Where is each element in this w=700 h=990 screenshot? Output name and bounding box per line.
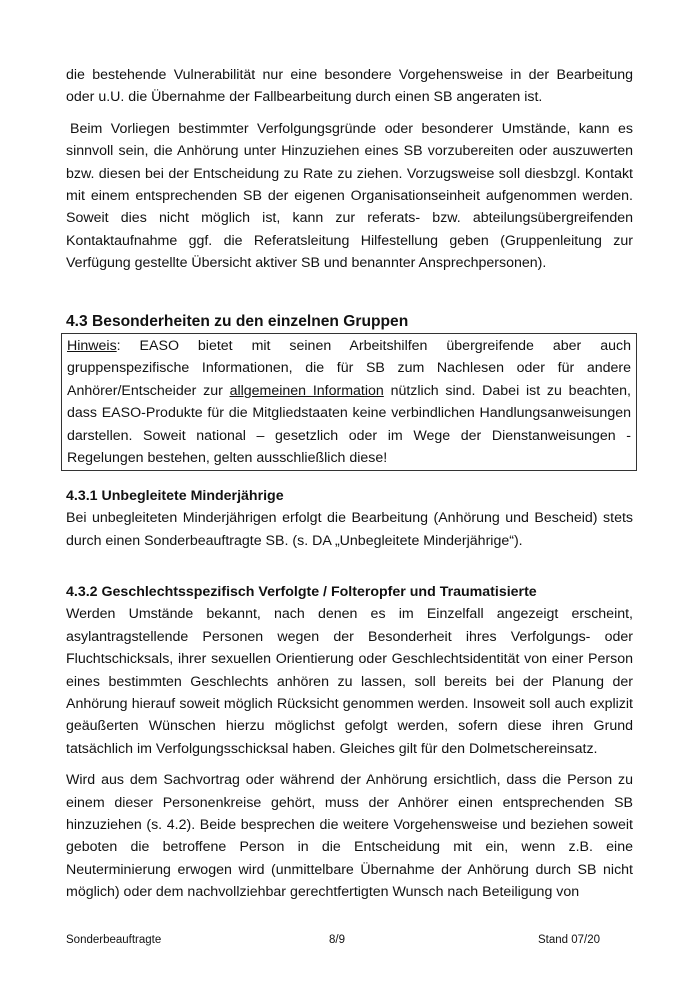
section-4-3-2-heading: 4.3.2 Geschlechtsspezifisch Verfolgte / Folteropfer und Traumatisierte — [66, 584, 537, 600]
hint-box — [61, 333, 637, 471]
hint-text-part1: : EASO bietet mit seinen Arbeitshilfen übergreifende aber auch gruppenspezifische Informationen, die für SB zum Nachlesen oder für andere Anhörer/Entscheider zur — [67, 338, 631, 399]
footer-right: Stand 07/20 — [538, 934, 601, 946]
intro-paragraph-2: Beim Vorliegen bestimmter Verfolgungsgründe oder besonderer Umstände, kann es sinnvoll sein, die Anhörung unter Hinzuziehen eines SB vorzubereiten oder auszuwerten bzw. diesen bei der Entscheidung zu Rate zu ziehen. Vorzugsweise soll diesbzgl. Kontakt mit einem entsprechenden SB der eigenen Organisationseinheit aufgenommen werden. Soweit dies nicht möglich ist, kann zur referats- bzw. abteilungsübergreifenden Kontaktaufnahme ggf. die Referatsleitung Hilfestellung geben (Gruppenleitung zur Verfügung gestellte Übersicht aktiver SB und benannter Ansprechpersonen). — [66, 120, 633, 272]
hint-underlined-term: allgemeinen Information — [229, 382, 384, 399]
section-4-3-1 — [66, 485, 633, 561]
section-4-3-1-text: Bei unbegleiteten Minderjährigen erfolgt die Bearbeitung (Anhörung und Bescheid) stets durch einen Sonderbeauftragte SB. (s. DA „Unbegleitete Minderjährige“). — [66, 510, 633, 549]
footer-left: Sonderbeauftragte — [66, 934, 162, 946]
section-4-3-2-paragraph-2: Wird aus dem Sachvortrag oder während der Anhörung ersichtlich, dass die Person zu einem dieser Personenkreise gehört, muss der Anhörer einen entsprechenden SB hinzuziehen (s. 4.2). Beide besprechen die weitere Vorgehensweise und beziehen soweit geboten die betroffene Person in die Entscheidung mit ein, wenn z.B. eine Neuterminierung erwogen wird (unmittelbare Übernahme der Anhörung durch SB nicht möglich) oder dem nachvollziehbar gerechtfertigten Wunsch nach Beteiligung von — [66, 772, 633, 901]
section-4-3-2-paragraph-1: Werden Umstände bekannt, nach denen es im Einzelfall angezeigt erscheint, asylantragstellende Personen wegen der Besonderheit ihres Verfolgungs- oder Fluchtschicksals, ihrer sexuellen Orientierung oder Geschlechtsidentität von einer Person eines bestimmten Geschlechts anhören zu lassen, soll bereits bei der Planung der Anhörung hierauf soweit möglich Rücksicht genommen werden. Insoweit soll auch explizit geäußerten Wünschen hierzu möglichst gefolgt werden, sofern diese ihren Grund tatsächlich im Verfolgungsschicksal haben. Gleiches gilt für den Dolmetschereinsatz. — [66, 606, 633, 757]
section-4-3-2 — [66, 581, 633, 913]
section-4-3-1-heading: 4.3.1 Unbegleitete Minderjährige — [66, 488, 284, 504]
intro-paragraph-1: die bestehende Vulnerabilität nur eine besondere Vorgehensweise in der Bearbeitung oder u.U. die Übernahme der Fallbearbeitung durch einen SB angeraten ist. — [66, 67, 633, 106]
intro-block — [66, 64, 633, 284]
section-4-3-heading: 4.3 Besonderheiten zu den einzelnen Gruppen — [66, 313, 409, 330]
hint-text-part2: nützlich sind. Dabei ist zu beachten, dass EASO-Produkte für die Mitgliedstaaten keine verbindlichen Handlungsanweisungen darstellen. Soweit national – gesetzlich oder im Wege der Dienstanweisungen - Regelungen bestehen, gelten ausschließlich diese! — [67, 382, 631, 467]
footer-page-number: 8/9 — [329, 934, 345, 946]
hint-label: Hinweis — [67, 338, 117, 354]
